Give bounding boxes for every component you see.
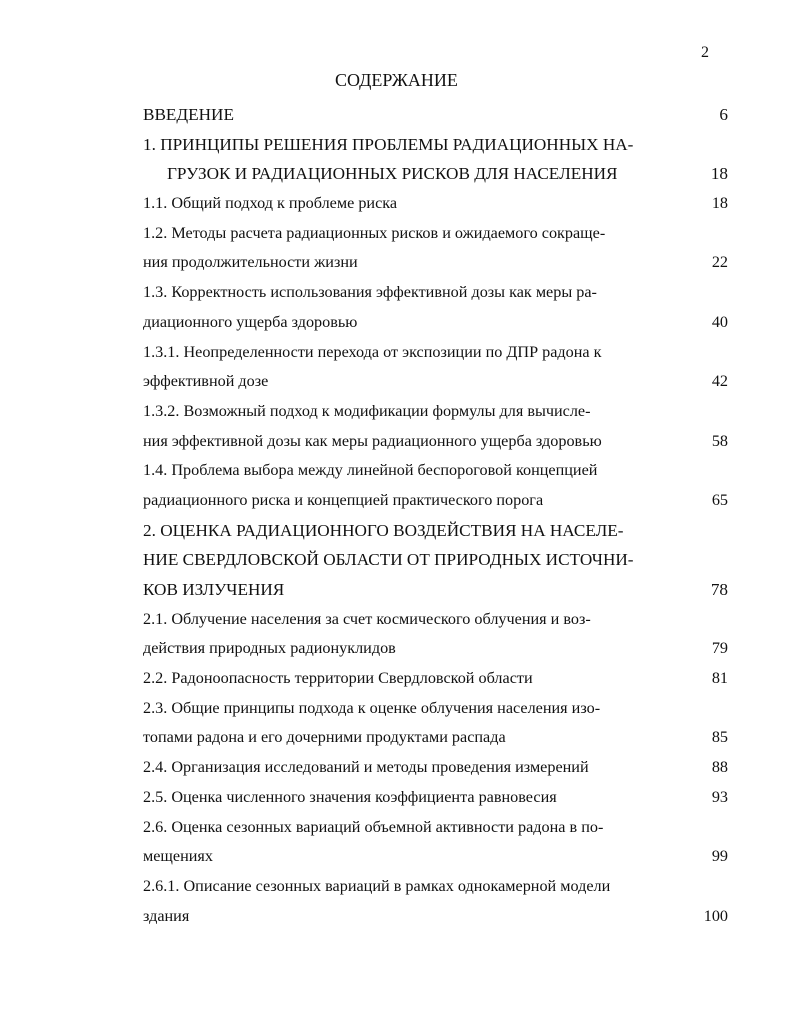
toc-entry-text: действия природных радионуклидов [143, 639, 396, 658]
toc-page-number: 85 [711, 728, 728, 747]
toc-page-number: 18 [711, 194, 728, 213]
toc-line [143, 248, 728, 278]
toc-entry-text: 2.5. Оценка численного значения коэффициента равновесия [143, 787, 557, 806]
toc-line [143, 397, 728, 427]
toc-entry-text: ВВЕДЕНИЕ [143, 105, 234, 124]
toc-line [143, 634, 728, 664]
toc-line [143, 100, 728, 130]
toc-page-number: 18 [710, 164, 728, 184]
toc-entry-text: 1.3. Корректность использования эффективной дозы как меры ра- [143, 283, 597, 302]
toc-entry-text: ния эффективной дозы как меры радиационного ущерба здоровью [143, 431, 602, 450]
toc-line [143, 427, 728, 457]
toc-entry-text: мещениях [143, 847, 213, 866]
toc-page-number: 42 [711, 372, 728, 391]
toc-line [143, 338, 728, 368]
toc-entry-text: 1. ПРИНЦИПЫ РЕШЕНИЯ ПРОБЛЕМЫ РАДИАЦИОННЫХ НА- [143, 134, 634, 154]
toc-line [143, 783, 728, 813]
toc-entry-text: ГРУЗОК И РАДИАЦИОННЫХ РИСКОВ ДЛЯ НАСЕЛЕНИЯ [167, 164, 618, 184]
toc-entry-text: 1.4. Проблема выбора между линейной беспороговой концепцией [143, 461, 598, 480]
toc-page-number: 22 [711, 253, 728, 272]
toc-line [143, 842, 728, 872]
toc-entry-text: ния продолжительности жизни [143, 253, 358, 272]
toc-entry-text: 2.4. Организация исследований и методы проведения измерений [143, 758, 589, 777]
toc-entry-text: радиационного риска и концепцией практического порога [143, 490, 544, 509]
toc-line [143, 813, 728, 843]
toc-entry-text: 2.6.1. Описание сезонных вариаций в рамках однокамерной модели [143, 876, 611, 895]
toc-page-number: 65 [711, 490, 728, 509]
toc-entry-text: 2.3. Общие принципы подхода к оценке облучения населения изо- [143, 698, 601, 717]
toc-line [143, 545, 728, 575]
toc-line [143, 753, 728, 783]
toc-line [143, 664, 728, 694]
toc-line [143, 694, 728, 724]
toc-page-number: 78 [710, 580, 728, 599]
toc-page-number: 100 [703, 906, 728, 925]
toc-line [143, 575, 728, 605]
toc-line [143, 308, 728, 338]
toc-entry-text: 2.2. Радоноопасность территории Свердловской области [143, 669, 533, 688]
toc-entry-text: НИЕ СВЕРДЛОВСКОЙ ОБЛАСТИ ОТ ПРИРОДНЫХ ИСТОЧНИ- [143, 550, 634, 570]
toc-line [143, 159, 728, 189]
toc-entry-text: 2.6. Оценка сезонных вариаций объемной активности радона в по- [143, 817, 604, 836]
toc-page-number: 99 [711, 847, 728, 866]
toc-entry-text: 1.2. Методы расчета радиационных рисков и ожидаемого сокраще- [143, 223, 606, 242]
toc-entry-text: 1.3.2. Возможный подход к модификации формулы для вычисле- [143, 401, 591, 420]
toc-entry-text: эффективной дозе [143, 372, 269, 391]
toc-page-number: 40 [711, 312, 728, 331]
table-of-contents [143, 100, 728, 931]
toc-line [143, 516, 728, 546]
toc-page-number: 88 [711, 758, 728, 777]
page-number: 2 [701, 44, 709, 61]
toc-line [143, 189, 728, 219]
toc-line [143, 219, 728, 249]
toc-entry-text: топами радона и его дочерними продуктами распада [143, 728, 506, 747]
toc-entry-text: 2. ОЦЕНКА РАДИАЦИОННОГО ВОЗДЕЙСТВИЯ НА НАСЕЛЕ- [143, 520, 624, 540]
toc-entry-text: КОВ ИЗЛУЧЕНИЯ [143, 580, 285, 599]
toc-line [143, 605, 728, 635]
toc-line [143, 278, 728, 308]
toc-title: СОДЕРЖАНИЕ [335, 70, 458, 90]
toc-entry-text: 1.1. Общий подход к проблеме риска [143, 194, 398, 213]
toc-entry-text: 2.1. Облучение населения за счет космического облучения и воз- [143, 609, 591, 628]
toc-line [143, 486, 728, 516]
toc-page-number: 6 [719, 105, 728, 124]
toc-line [143, 130, 728, 160]
toc-line [143, 367, 728, 397]
toc-line [143, 456, 728, 486]
toc-line [143, 872, 728, 902]
toc-entry-text: 1.3.1. Неопределенности перехода от экспозиции по ДПР радона к [143, 342, 602, 361]
toc-line [143, 902, 728, 932]
toc-line [143, 723, 728, 753]
toc-page-number: 93 [711, 787, 728, 806]
toc-page-number: 81 [711, 669, 728, 688]
toc-entry-text: здания [143, 906, 190, 925]
toc-page-number: 58 [711, 431, 728, 450]
toc-page-number: 79 [711, 639, 728, 658]
toc-entry-text: диационного ущерба здоровью [143, 312, 358, 331]
